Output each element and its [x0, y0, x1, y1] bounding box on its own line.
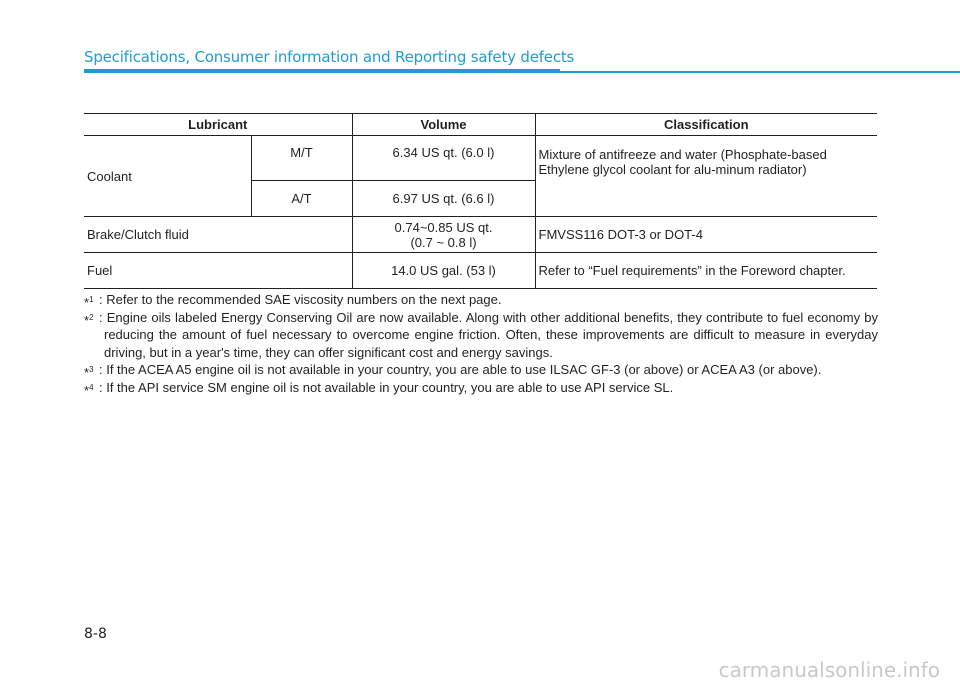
coolant-at-label: A/T	[251, 181, 352, 217]
fuel-label: Fuel	[84, 253, 352, 289]
coolant-mt-label: M/T	[251, 136, 352, 181]
section-title: Specifications, Consumer information and Reporting safety defects	[84, 48, 575, 66]
fuel-volume: 14.0 US gal. (53 l)	[352, 253, 535, 289]
brake-volume	[352, 217, 535, 253]
footnote-marker: *$^4$	[84, 382, 94, 398]
brake-classification: FMVSS116 DOT-3 or DOT-4	[535, 217, 877, 253]
coolant-at-volume: 6.97 US qt. (6.6 l)	[352, 181, 535, 217]
header-rule-thick	[84, 69, 560, 73]
column-header-lubricant: Lubricant	[84, 114, 352, 136]
footnote-1	[84, 291, 878, 309]
table-row-brake	[84, 217, 877, 253]
lubricant-table	[84, 113, 877, 289]
section-header	[84, 44, 960, 74]
header-rule-thin	[560, 71, 960, 73]
footnote-4	[84, 379, 878, 397]
footnote-text: : If the ACEA A5 engine oil is not available in your country, you are able to use ILSAC GF-3 (or above) or ACEA A3 (or above).	[99, 362, 822, 377]
table-row-coolant-mt	[84, 136, 877, 181]
footnote-3	[84, 361, 878, 379]
table-row-fuel	[84, 253, 877, 289]
fuel-classification: Refer to “Fuel requirements” in the Foreword chapter.	[535, 253, 877, 289]
footnote-marker: *$^2$	[84, 312, 94, 328]
footnote-marker: *$^1$	[84, 295, 94, 310]
footnote-2	[84, 309, 878, 362]
brake-volume-line1: 0.74~0.85 US qt.	[394, 219, 493, 235]
watermark: carmanualsonline.info	[718, 658, 940, 682]
page-number: 8-8	[84, 626, 107, 642]
footnotes	[84, 291, 878, 396]
coolant-mt-volume: 6.34 US qt. (6.0 l)	[352, 136, 535, 181]
coolant-label: Coolant	[84, 136, 251, 217]
coolant-classification: Mixture of antifreeze and water (Phosphate-based Ethylene glycol coolant for alu-minum radiator)	[535, 136, 877, 217]
column-header-classification: Classification	[535, 114, 877, 136]
footnote-marker: *$^3$	[84, 365, 94, 380]
table-header-row	[84, 114, 877, 136]
footnote-text: : Refer to the recommended SAE viscosity numbers on the next page.	[99, 292, 502, 307]
brake-volume-line2: (0.7 ~ 0.8 l)	[410, 234, 477, 250]
footnote-text: : Engine oils labeled Energy Conserving Oil are now available. Along with other additional benefits, they contribute to fuel economy by reducing the amount of fuel necessary to overcome engine friction. Often, these improvements are difficult to measure in everyday driving, but in a year's time, they can offer significant cost and energy savings.	[99, 309, 878, 360]
column-header-volume: Volume	[352, 114, 535, 136]
footnote-text: : If the API service SM engine oil is not available in your country, you are able to use API service SL.	[99, 379, 674, 395]
brake-label: Brake/Clutch fluid	[84, 217, 352, 253]
